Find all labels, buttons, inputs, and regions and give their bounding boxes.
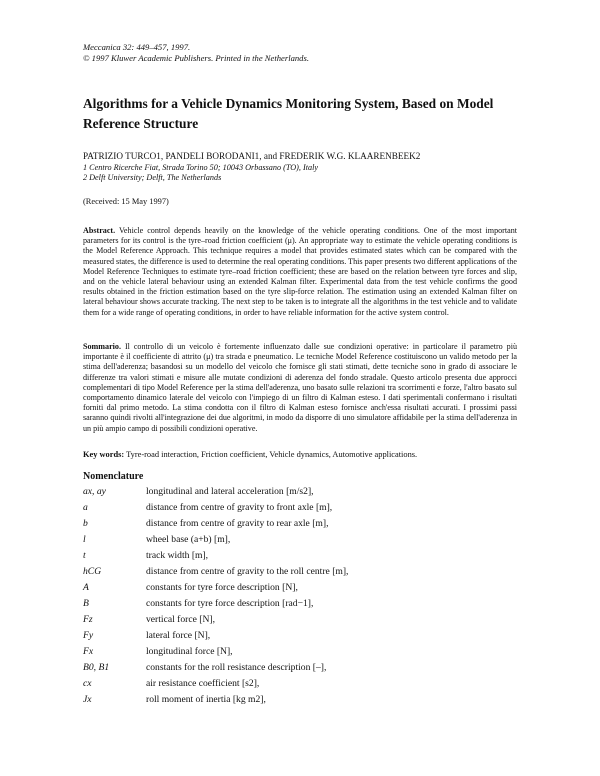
nomenclature-definition: constants for the roll resistance description [–], <box>146 662 327 673</box>
nomenclature-symbol: b <box>83 518 88 529</box>
copyright-line: © 1997 Kluwer Academic Publishers. Printed in the Netherlands. <box>83 53 309 63</box>
nomenclature-definition: distance from centre of gravity to rear axle [m], <box>146 518 329 529</box>
nomenclature-definition: constants for tyre force description [rad−1], <box>146 598 314 609</box>
keywords-label: Key words: <box>83 450 125 459</box>
nomenclature-symbol: t <box>83 550 86 561</box>
abstract-label: Abstract. <box>83 226 116 235</box>
nomenclature-symbol: l <box>83 534 86 545</box>
nomenclature-symbol: Jx <box>83 694 92 705</box>
nomenclature-definition: distance from centre of gravity to front axle [m], <box>146 502 333 513</box>
nomenclature-symbol: a <box>83 502 88 513</box>
nomenclature-definition: roll moment of inertia [kg m2], <box>146 694 266 705</box>
nomenclature-symbol: B0, B1 <box>83 662 110 673</box>
nomenclature-symbol: cx <box>83 678 92 689</box>
affiliation-2: 2 Delft University; Delft, The Netherlands <box>83 173 222 182</box>
nomenclature-definition: lateral force [N], <box>146 630 211 641</box>
abstract <box>83 226 517 318</box>
nomenclature-definition: vertical force [N], <box>146 614 215 625</box>
nomenclature-definition: air resistance coefficient [s2], <box>146 678 260 689</box>
nomenclature-definition: longitudinal and lateral acceleration [m/s2], <box>146 486 314 497</box>
nomenclature-heading: Nomenclature <box>83 471 144 482</box>
received-date: (Received: 15 May 1997) <box>83 197 169 206</box>
nomenclature-symbol: hCG <box>83 566 102 577</box>
keywords <box>83 450 517 459</box>
nomenclature-definition: wheel base (a+b) [m], <box>146 534 231 545</box>
nomenclature-symbol: Fz <box>83 614 93 625</box>
nomenclature-symbol: Fy <box>83 630 94 641</box>
nomenclature-definition: constants for tyre force description [N], <box>146 582 298 593</box>
nomenclature-symbol: A <box>83 582 89 593</box>
sommario-label: Sommario. <box>83 342 121 351</box>
nomenclature-definition: distance from centre of gravity to the roll centre [m], <box>146 566 349 577</box>
author-list: PATRIZIO TURCO1, PANDELI BORODANI1, and FREDERIK W.G. KLAARENBEEK2 <box>83 151 421 161</box>
affiliation-1: 1 Centro Ricerche Fiat, Strada Torino 50; 10043 Orbassano (TO), Italy <box>83 163 319 172</box>
journal-citation: Meccanica 32: 449–457, 1997. <box>83 42 191 52</box>
sommario-text: Il controllo di un veicolo è fortemente influenzato dalle sue condizioni operative: in particolare il parametro più importante è il coefficiente di attrito (μ) tra strada e pneumatico. Le tecniche Model Reference costituiscono un valido metodo per la stima dell'aderenza; basandosi su un modello del veicolo che fornisce gli stati stimati, dette tecniche sono in grado di associare le differenze tra valori stimati e misure alle mutate condizioni di aderenza del fondo stradale. Questo articolo presenta due approcci complementari di tipo Model Reference per la stima dell'aderenza, uno basato sulle relazioni tra scorrimenti e forze, l'altro basato sul comportamento dinamico laterale del veicolo con l'impiego di un filtro di Kalman esteso. I dati sperimentali confermano i risultati forniti dal primo metodo. La stima condotta con il filtro di Kalman esteso fornisce anch'essa risultati accurati. I prossimi passi saranno quindi rivolti all'integrazione dei due algoritmi, in modo da disporre di uno simulatore affidabile per la stima dell'aderenza in un più ampio campo di possibili condizioni operative. <box>83 342 518 433</box>
nomenclature-symbol: B <box>83 598 89 609</box>
journal-header <box>83 42 309 64</box>
abstract-text: Vehicle control depends heavily on the knowledge of the vehicle operating conditions. One of the most important parameters for its control is the tyre–road friction coefficient (μ). An appropriate way to estimate the vehicle operating conditions is the Model Reference Approach. This technique requires a model that provides estimated states which can be compared with the measured states, the difference is used to determine the real operating conditions. This paper presents two different applications of the Model Reference Techniques to estimate tyre–road friction coefficient; these are based on the relation between tyre forces and slip, and on the vehicle lateral behaviour using an extended Kalman filter. Experimental data from the test vehicle confirms the good results obtained in the friction estimation based on the tyre slip-force relation. The estimation using an extended Kalman filter on lateral behaviour shows accurate tracking. The next step to be taken is to integrate all the algorithms in the test vehicle and to validate them for a wide range of operating conditions, in order to have reliable information for the active system control. <box>83 226 517 317</box>
nomenclature-symbol: Fx <box>83 646 94 657</box>
paper-title: Algorithms for a Vehicle Dynamics Monitoring System, Based on Model Reference Structure <box>83 96 494 131</box>
keywords-text: Tyre-road interaction, Friction coefficient, Vehicle dynamics, Automotive applications. <box>126 450 418 459</box>
sommario <box>83 342 517 434</box>
nomenclature-symbol: ax, ay <box>83 486 106 497</box>
nomenclature-definition: track width [m], <box>146 550 209 561</box>
nomenclature-definition: longitudinal force [N], <box>146 646 233 657</box>
